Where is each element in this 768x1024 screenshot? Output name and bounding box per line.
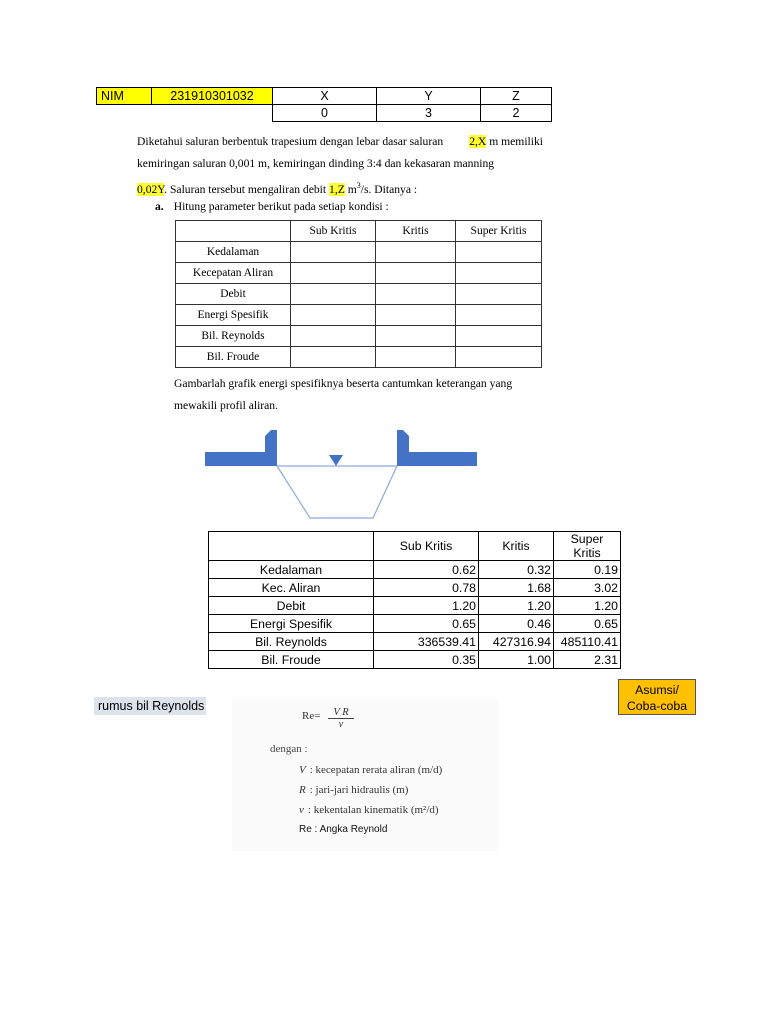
cell-kritis: 0.46 [479,615,554,633]
highlight-manning: 0,02Y [137,182,165,196]
problem-statement [137,131,543,201]
formula-fraction [328,707,354,730]
cell-sub: 0.78 [374,579,479,597]
item-a [155,200,389,213]
nim-table [96,87,552,122]
asumsi-line-1: Asumsi/ [635,683,679,697]
row-label: Kedalaman [209,561,374,579]
problem-line-1 [137,131,543,153]
problem-line-3 [137,175,543,201]
cell-kritis: 1.20 [479,597,554,615]
definition-velocity [299,764,442,776]
problem-text: m memiliki [489,135,543,148]
row-label: Debit [209,597,374,615]
empty-cell [152,105,273,122]
draw-instruction [174,373,542,417]
def-symbol: V [299,764,306,776]
reynolds-formula-label: rumus bil Reynolds [94,697,206,715]
table-row [209,633,621,651]
definition-radius [299,784,408,796]
cell-super: 3.02 [554,579,621,597]
task-header-kritis: Kritis [376,221,456,242]
channel-outline [277,466,397,518]
def-symbol: R [299,784,306,796]
problem-text: kemiringan saluran 0,001 m, kemiringan dinding 3:4 dan kekasaran manning [137,157,495,170]
formula-equals: = [314,710,321,722]
row-label: Energi Spesifik [209,615,374,633]
asumsi-line-2: Coba-coba [626,699,688,713]
cell-kritis: 427316.94 [479,633,554,651]
task-row-label: Bil. Reynolds [176,326,291,347]
cell-kritis: 1.00 [479,651,554,669]
row-label: Bil. Froude [209,651,374,669]
empty-cell [97,105,152,122]
formula-numerator: V R [328,707,354,719]
def-text: : jari-jari hidraulis (m) [309,784,409,796]
res-header-super: Super Kritis [554,532,621,561]
header-x: X [273,88,377,105]
table-row [209,651,621,669]
asumsi-box [618,679,696,715]
left-bank-shape [205,430,277,466]
task-row-label: Kecepatan Aliran [176,263,291,284]
nim-label: NIM [97,88,152,105]
results-table [208,531,621,669]
draw-line-1: Gambarlah grafik energi spesifiknya beserta cantumkan keterangan yang [174,377,513,390]
cell-sub: 0.62 [374,561,479,579]
cell-sub: 0.65 [374,615,479,633]
definition-viscosity [299,804,439,816]
water-level-marker-icon [329,455,343,466]
def-text: : kekentalan kinematik (m²/d) [307,804,439,816]
row-label: Bil. Reynolds [209,633,374,651]
nim-value: 231910301032 [152,88,273,105]
unit-sup: 3 [356,181,361,190]
header-y: Y [377,88,481,105]
formula-denominator: v [338,719,344,730]
formula-lhs [302,710,320,722]
highlight-lebar: 2,X [469,135,487,148]
cell-super: 485110.41 [554,633,621,651]
task-header-super: Super Kritis [456,221,542,242]
item-a-text: Hitung parameter berikut pada setiap kondisi : [173,200,389,213]
problem-line-2 [137,153,543,175]
cell-sub: 336539.41 [374,633,479,651]
def-text: : kecepatan rerata aliran (m/d) [309,764,443,776]
problem-text: /s. Ditanya : [360,182,418,196]
res-header-empty [209,532,374,561]
formula-re: Re [302,710,315,722]
draw-line-2: mewakili profil aliran. [174,399,278,412]
res-header-sub: Sub Kritis [374,532,479,561]
task-row-label: Kedalaman [176,242,291,263]
task-header-sub: Sub Kritis [291,221,376,242]
cell-sub: 0.35 [374,651,479,669]
cell-super: 0.19 [554,561,621,579]
cell-kritis: 1.68 [479,579,554,597]
unit-text: m [347,182,357,196]
formula-re-definition: Re : Angka Reynold [299,824,388,835]
task-table [175,220,542,368]
problem-text: Diketahui saluran berbentuk trapesium dengan lebar dasar saluran [137,135,444,148]
def-symbol: v [299,804,304,816]
table-row [209,579,621,597]
row-label: Kec. Aliran [209,579,374,597]
value-y: 3 [377,105,481,122]
value-z: 2 [481,105,552,122]
right-bank-shape [397,430,477,466]
highlight-debit: 1,Z [329,182,345,196]
cell-super: 1.20 [554,597,621,615]
cell-super: 0.65 [554,615,621,633]
header-z: Z [481,88,552,105]
table-row [209,615,621,633]
task-row-label: Energi Spesifik [176,305,291,326]
value-x: 0 [273,105,377,122]
item-a-marker: a. [155,200,164,213]
task-row-label: Debit [176,284,291,305]
reynolds-formula-image [232,698,498,851]
task-header-empty [176,221,291,242]
cell-super: 2.31 [554,651,621,669]
trapezoid-channel-diagram [205,428,477,524]
formula-dengan: dengan : [270,743,308,755]
problem-text: . Saluran tersebut mengaliran debit [164,182,327,196]
cell-sub: 1.20 [374,597,479,615]
cell-kritis: 0.32 [479,561,554,579]
task-row-label: Bil. Froude [176,347,291,368]
table-row [209,597,621,615]
res-header-kritis: Kritis [479,532,554,561]
table-row [209,561,621,579]
